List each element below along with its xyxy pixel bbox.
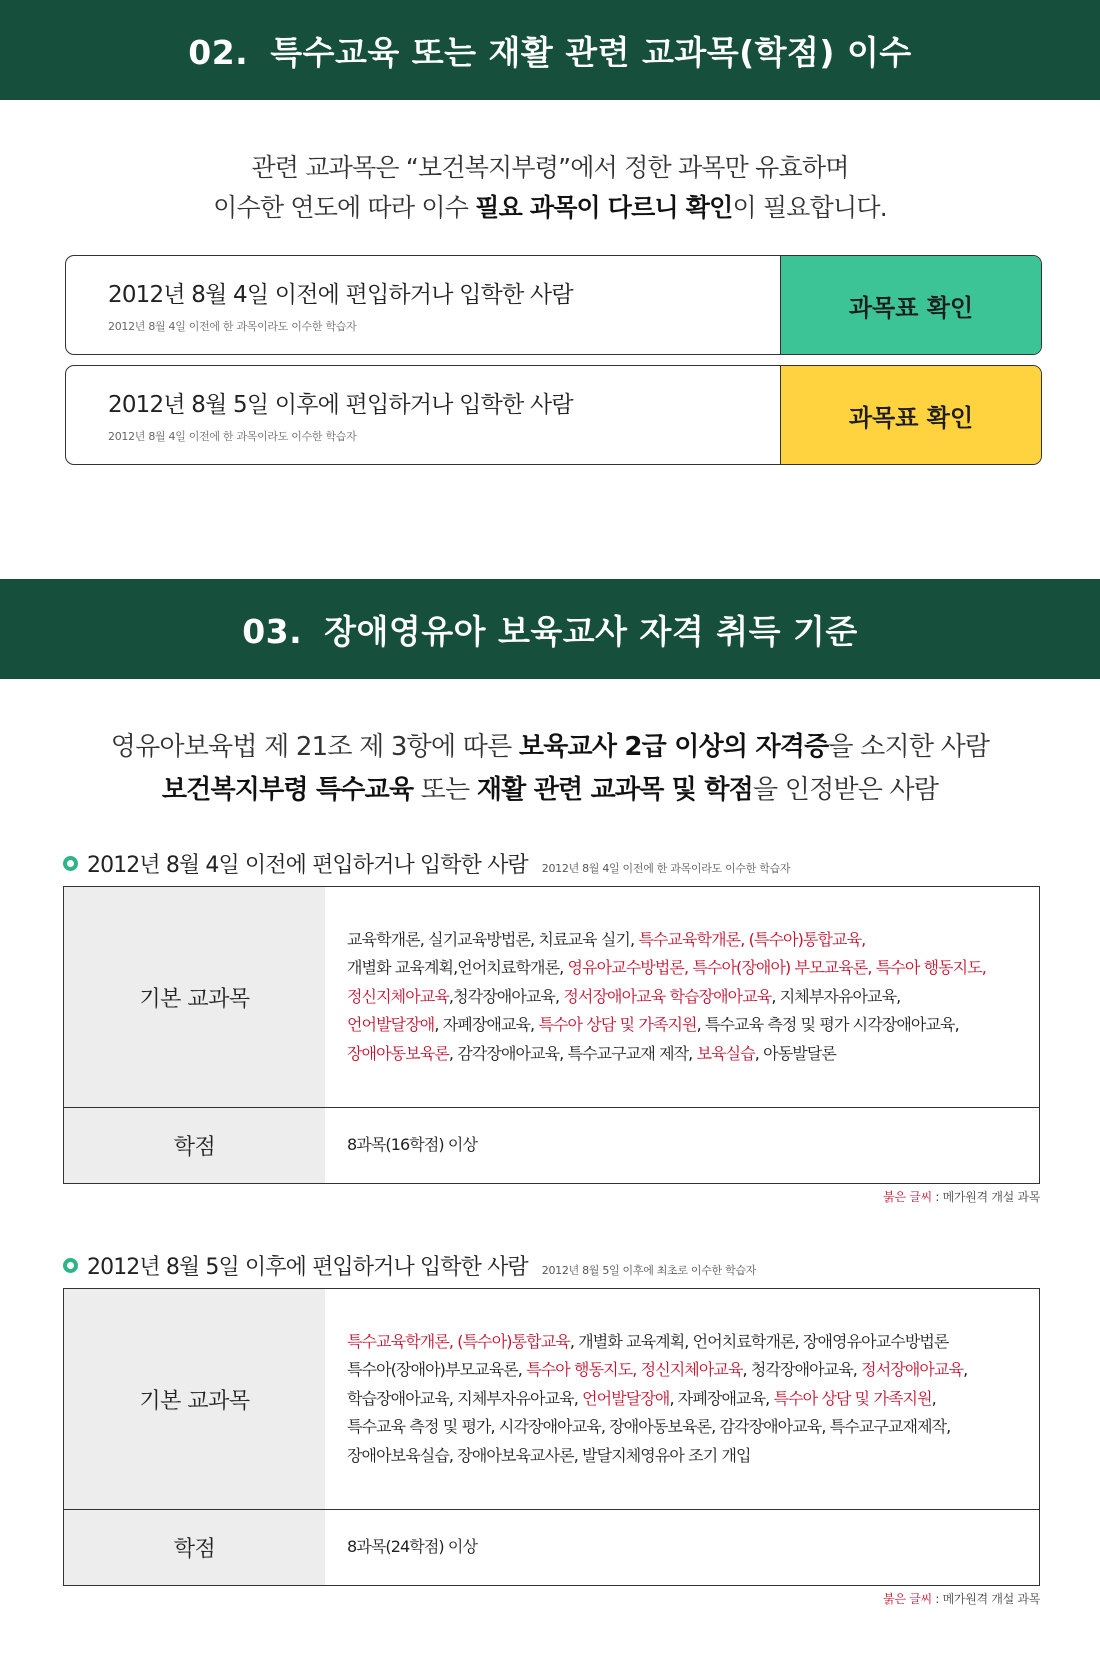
course-text: 특수교육 측정 및 평가, 시각장애아교육, 장애아동보육론, 감각장애아교육, 특수교구교재제작,	[347, 1417, 951, 1437]
subjects-label: 기본 교과목	[64, 887, 325, 1107]
table-row	[64, 1107, 1039, 1183]
course-text: ,청각장애아교육,	[448, 986, 564, 1006]
bullet-icon	[63, 1258, 78, 1273]
section-3-intro	[0, 726, 1100, 812]
credits-label: 학점	[64, 1510, 325, 1585]
section-2-banner	[0, 0, 1100, 100]
card-subtitle: 2012년 8월 4일 이전에 한 과목이라도 이수한 학습자	[108, 320, 357, 333]
mega-course-text: 장애아동보육론	[347, 1043, 449, 1063]
course-text: , 자폐장애교육,	[669, 1388, 774, 1408]
mega-course-text: 언어발달장애	[582, 1388, 670, 1408]
criteria-line-1: 영유아보육법 제 21조 제 3항에 따른 보육교사 2급 이상의 자격증을 소지한 사람	[110, 732, 990, 762]
table-row	[64, 1509, 1039, 1585]
course-text: , 특수교육 측정 및 평가 시각장애아교육,	[696, 1015, 959, 1035]
mega-course-text: 특수교육학개론, (특수아)통합교육	[347, 1331, 570, 1351]
group-1-heading: 2012년 8월 4일 이전에 편입하거나 입학한 사람 2012년 8월 4일 이전에 한 과목이라도 이수한 학습자	[63, 848, 790, 879]
course-text: 학습장애아교육, 지체부자유아교육,	[347, 1388, 583, 1408]
bullet-icon	[63, 856, 78, 871]
intro-line-2: 이수한 연도에 따라 이수 필요 과목이 다르니 확인이 필요합니다.	[213, 193, 887, 222]
section-3-banner	[0, 579, 1100, 679]
card-subtitle: 2012년 8월 4일 이전에 한 과목이라도 이수한 학습자	[108, 430, 357, 443]
subjects-list	[325, 1289, 1039, 1509]
section-2-number: 02.	[188, 32, 249, 72]
course-text: ,	[931, 1388, 936, 1408]
card-title: 2012년 8월 4일 이전에 편입하거나 입학한 사람	[108, 282, 573, 308]
mega-course-text: 특수아 행동지도, 정신지체아교육	[526, 1360, 743, 1380]
group-1-table	[63, 886, 1040, 1184]
course-text: 개별화 교육계획,언어치료학개론,	[347, 958, 568, 978]
course-text: , 감각장애아교육, 특수교구교재 제작,	[448, 1043, 697, 1063]
mega-course-text: 특수교육학개론, (특수아)통합교육,	[638, 929, 866, 949]
mega-course-text: 정서장애아교육	[861, 1360, 964, 1380]
group-2-note: 2012년 8월 5일 이후에 최초로 이수한 학습자	[541, 1264, 757, 1277]
course-text: 장애아보육실습, 장애아보육교사론, 발달지체영유아 조기 개입	[347, 1445, 751, 1465]
course-text: , 청각장애아교육,	[742, 1360, 862, 1380]
credits-value: 8과목(16학점) 이상	[347, 1135, 478, 1155]
subjects-list	[325, 887, 1039, 1107]
check-course-table-button[interactable]: 과목표 확인	[780, 366, 1041, 464]
course-table-card-after	[65, 365, 1042, 465]
mega-course-text: 특수아 상담 및 가족지원	[538, 1015, 697, 1035]
course-table-card-before	[65, 255, 1042, 355]
section-3-number: 03.	[242, 611, 303, 651]
credits-label: 학점	[64, 1108, 325, 1183]
course-text: , 아동발달론	[754, 1043, 836, 1063]
credits-value: 8과목(24학점) 이상	[347, 1537, 478, 1557]
group-2-heading: 2012년 8월 5일 이후에 편입하거나 입학한 사람 2012년 8월 5일 이후에 최초로 이수한 학습자	[63, 1250, 756, 1281]
table-row	[64, 887, 1039, 1107]
course-text: , 자폐장애교육,	[434, 1015, 539, 1035]
course-text: 특수아(장애아)부모교육론,	[347, 1360, 527, 1380]
mega-course-text: 보육실습	[696, 1043, 755, 1063]
legend-note: 붉은 글씨 : 메가원격 개설 과목	[883, 1592, 1040, 1606]
section-2-title: 02. 특수교육 또는 재활 관련 교과목(학점) 이수	[188, 32, 912, 72]
course-text: , 개별화 교육계획, 언어치료학개론, 장애영유아교수방법론	[569, 1331, 949, 1351]
mega-course-text: 영유아교수방법론, 특수아(장애아) 부모교육론, 특수아 행동지도,	[567, 958, 986, 978]
mega-course-text: 언어발달장애	[347, 1015, 435, 1035]
subjects-label: 기본 교과목	[64, 1289, 325, 1509]
card-title: 2012년 8월 5일 이후에 편입하거나 입학한 사람	[108, 392, 573, 418]
check-course-table-button[interactable]: 과목표 확인	[780, 256, 1041, 354]
group-1-note: 2012년 8월 4일 이전에 한 과목이라도 이수한 학습자	[541, 862, 791, 875]
section-2-intro	[0, 148, 1100, 228]
mega-course-text: 정서장애아교육 학습장애아교육	[563, 986, 772, 1006]
mega-course-text: 정신지체아교육	[347, 986, 449, 1006]
legend-note: 붉은 글씨 : 메가원격 개설 과목	[883, 1190, 1040, 1204]
mega-course-text: 특수아 상담 및 가족지원	[773, 1388, 932, 1408]
course-text: , 지체부자유아교육,	[771, 986, 901, 1006]
table-row	[64, 1289, 1039, 1509]
intro-line-1: 관련 교과목은 “보건복지부령”에서 정한 과목만 유효하며	[251, 153, 849, 182]
course-text: 교육학개론, 실기교육방법론, 치료교육 실기,	[347, 929, 639, 949]
criteria-line-2: 보건복지부령 특수교육 또는 재활 관련 교과목 및 학점을 인정받은 사람	[161, 775, 939, 805]
section-3-title: 03. 장애영유아 보육교사 자격 취득 기준	[242, 611, 858, 651]
course-text: ,	[963, 1360, 968, 1380]
group-2-table	[63, 1288, 1040, 1586]
